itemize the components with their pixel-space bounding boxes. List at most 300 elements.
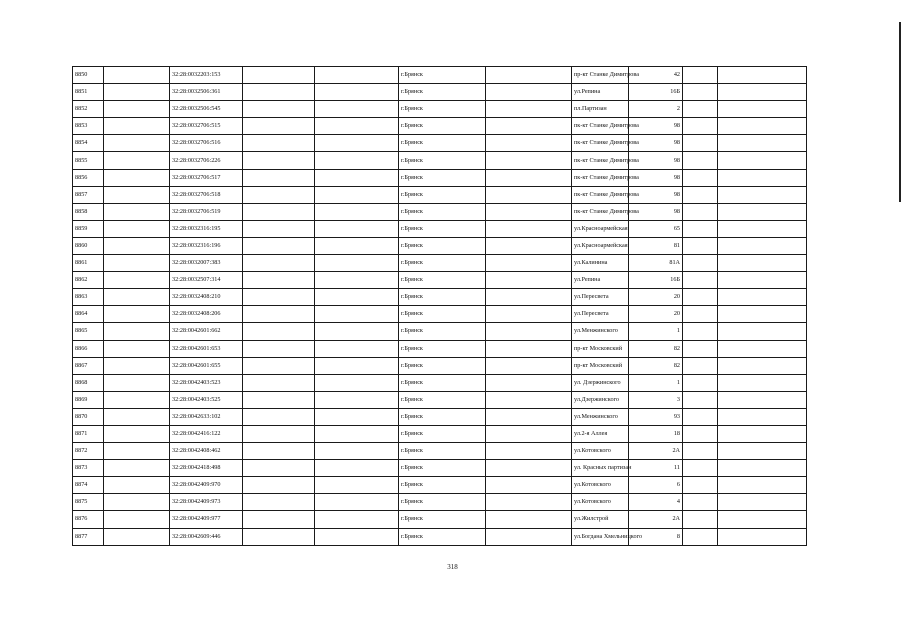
empty-cell <box>718 237 807 254</box>
house-number-cell: 82 <box>629 340 683 357</box>
empty-cell <box>104 101 170 118</box>
street-cell: ул.Пересвета <box>572 306 629 323</box>
empty-cell <box>683 477 718 494</box>
empty-cell <box>315 391 399 408</box>
city-cell: г.Брянск <box>399 494 486 511</box>
cadastral-number-cell: 32:28:0042633:102 <box>170 408 243 425</box>
empty-cell <box>243 203 315 220</box>
city-cell: г.Брянск <box>399 118 486 135</box>
empty-cell <box>486 357 572 374</box>
table-row <box>73 374 807 391</box>
cadastral-number-cell: 32:28:0032706:515 <box>170 118 243 135</box>
empty-cell <box>243 169 315 186</box>
empty-cell <box>243 237 315 254</box>
house-number-cell: 20 <box>629 306 683 323</box>
empty-cell <box>718 186 807 203</box>
empty-cell <box>243 152 315 169</box>
empty-cell <box>486 135 572 152</box>
empty-cell <box>683 272 718 289</box>
table-row <box>73 340 807 357</box>
empty-cell <box>486 340 572 357</box>
cadastral-number-cell: 32:28:0042409:977 <box>170 511 243 528</box>
empty-cell <box>243 408 315 425</box>
empty-cell <box>718 425 807 442</box>
house-number-cell: 98 <box>629 186 683 203</box>
table-row <box>73 443 807 460</box>
cadastral-number-cell: 32:28:0042409:973 <box>170 494 243 511</box>
street-cell: ул.Менжинского <box>572 323 629 340</box>
house-number-cell: 93 <box>629 408 683 425</box>
row-number-cell: 8859 <box>73 220 104 237</box>
empty-cell <box>718 289 807 306</box>
empty-cell <box>486 477 572 494</box>
cadastral-number-cell: 32:28:0032408:206 <box>170 306 243 323</box>
city-cell: г.Брянск <box>399 289 486 306</box>
row-number-cell: 8851 <box>73 84 104 101</box>
empty-cell <box>104 152 170 169</box>
row-number-cell: 8850 <box>73 67 104 84</box>
empty-cell <box>486 237 572 254</box>
city-cell: г.Брянск <box>399 203 486 220</box>
street-cell: ул.Пересвета <box>572 289 629 306</box>
city-cell: г.Брянск <box>399 169 486 186</box>
street-cell: пк-кт Станке Димитрова <box>572 135 629 152</box>
row-number-cell: 8875 <box>73 494 104 511</box>
empty-cell <box>243 118 315 135</box>
empty-cell <box>104 494 170 511</box>
street-cell: ул.2-я Аллея <box>572 425 629 442</box>
empty-cell <box>104 255 170 272</box>
empty-cell <box>104 169 170 186</box>
empty-cell <box>486 67 572 84</box>
empty-cell <box>486 203 572 220</box>
empty-cell <box>718 391 807 408</box>
city-cell: г.Брянск <box>399 408 486 425</box>
table-row <box>73 203 807 220</box>
house-number-cell: 4 <box>629 494 683 511</box>
empty-cell <box>718 169 807 186</box>
empty-cell <box>683 169 718 186</box>
empty-cell <box>683 528 718 545</box>
empty-cell <box>243 357 315 374</box>
house-number-cell: 8 <box>629 528 683 545</box>
empty-cell <box>104 67 170 84</box>
table-row <box>73 135 807 152</box>
empty-cell <box>104 340 170 357</box>
cadastral-number-cell: 32:28:0032506:361 <box>170 84 243 101</box>
empty-cell <box>104 84 170 101</box>
row-number-cell: 8873 <box>73 460 104 477</box>
city-cell: г.Брянск <box>399 477 486 494</box>
empty-cell <box>683 443 718 460</box>
row-number-cell: 8861 <box>73 255 104 272</box>
cadastral-number-cell: 32:28:0032203:153 <box>170 67 243 84</box>
table-row <box>73 237 807 254</box>
city-cell: г.Брянск <box>399 255 486 272</box>
house-number-cell: 65 <box>629 220 683 237</box>
empty-cell <box>718 84 807 101</box>
street-cell: ул.Красноармейская <box>572 237 629 254</box>
empty-cell <box>243 511 315 528</box>
empty-cell <box>315 67 399 84</box>
city-cell: г.Брянск <box>399 511 486 528</box>
street-cell: ул.Красноармейская <box>572 220 629 237</box>
empty-cell <box>243 391 315 408</box>
empty-cell <box>718 460 807 477</box>
row-number-cell: 8853 <box>73 118 104 135</box>
empty-cell <box>243 443 315 460</box>
street-cell: пр-кт Станке Димитрова <box>572 67 629 84</box>
row-number-cell: 8877 <box>73 528 104 545</box>
empty-cell <box>315 152 399 169</box>
empty-cell <box>104 477 170 494</box>
empty-cell <box>315 203 399 220</box>
cadastral-number-cell: 32:28:0032007:383 <box>170 255 243 272</box>
empty-cell <box>104 374 170 391</box>
cadastral-number-cell: 32:28:0042601:662 <box>170 323 243 340</box>
city-cell: г.Брянск <box>399 101 486 118</box>
empty-cell <box>104 186 170 203</box>
cadastral-number-cell: 32:28:0042409:970 <box>170 477 243 494</box>
house-number-cell: 20 <box>629 289 683 306</box>
table-row <box>73 511 807 528</box>
empty-cell <box>243 101 315 118</box>
table-row <box>73 357 807 374</box>
street-cell: пк-кт Станке Димитрова <box>572 169 629 186</box>
empty-cell <box>315 306 399 323</box>
empty-cell <box>683 220 718 237</box>
street-cell: ул.Менжинского <box>572 408 629 425</box>
empty-cell <box>718 255 807 272</box>
empty-cell <box>243 289 315 306</box>
empty-cell <box>104 391 170 408</box>
cadastral-number-cell: 32:28:0042601:655 <box>170 357 243 374</box>
empty-cell <box>243 460 315 477</box>
cadastral-number-cell: 32:28:0032506:545 <box>170 101 243 118</box>
empty-cell <box>486 289 572 306</box>
empty-cell <box>104 237 170 254</box>
row-number-cell: 8852 <box>73 101 104 118</box>
house-number-cell: 98 <box>629 135 683 152</box>
city-cell: г.Брянск <box>399 152 486 169</box>
table-row <box>73 152 807 169</box>
empty-cell <box>104 272 170 289</box>
empty-cell <box>104 220 170 237</box>
row-number-cell: 8872 <box>73 443 104 460</box>
cadastral-number-cell: 32:28:0032706:516 <box>170 135 243 152</box>
table-row <box>73 186 807 203</box>
row-number-cell: 8862 <box>73 272 104 289</box>
empty-cell <box>315 494 399 511</box>
table-row <box>73 169 807 186</box>
row-number-cell: 8869 <box>73 391 104 408</box>
empty-cell <box>683 118 718 135</box>
empty-cell <box>486 425 572 442</box>
street-cell: ул.Репина <box>572 272 629 289</box>
row-number-cell: 8866 <box>73 340 104 357</box>
empty-cell <box>243 477 315 494</box>
table-row <box>73 101 807 118</box>
house-number-cell: 82 <box>629 357 683 374</box>
street-cell: ул.Репина <box>572 84 629 101</box>
empty-cell <box>315 186 399 203</box>
street-cell: ул.Калинина <box>572 255 629 272</box>
cadastral-number-cell: 32:28:0032706:519 <box>170 203 243 220</box>
house-number-cell: 81А <box>629 255 683 272</box>
street-cell: ул. Дзержинского <box>572 374 629 391</box>
empty-cell <box>718 152 807 169</box>
cadastral-number-cell: 32:28:0042403:525 <box>170 391 243 408</box>
street-cell: пк-кт Станке Димитрова <box>572 203 629 220</box>
table-row <box>73 494 807 511</box>
empty-cell <box>315 169 399 186</box>
table-row <box>73 425 807 442</box>
empty-cell <box>315 255 399 272</box>
empty-cell <box>104 135 170 152</box>
empty-cell <box>683 67 718 84</box>
empty-cell <box>486 494 572 511</box>
empty-cell <box>718 67 807 84</box>
empty-cell <box>683 152 718 169</box>
empty-cell <box>683 374 718 391</box>
row-number-cell: 8867 <box>73 357 104 374</box>
empty-cell <box>104 460 170 477</box>
empty-cell <box>718 357 807 374</box>
row-number-cell: 8854 <box>73 135 104 152</box>
empty-cell <box>315 340 399 357</box>
row-number-cell: 8870 <box>73 408 104 425</box>
house-number-cell: 98 <box>629 152 683 169</box>
house-number-cell: 1 <box>629 374 683 391</box>
empty-cell <box>315 460 399 477</box>
table-row <box>73 408 807 425</box>
empty-cell <box>243 220 315 237</box>
cadastral-number-cell: 32:28:0032706:518 <box>170 186 243 203</box>
empty-cell <box>683 511 718 528</box>
empty-cell <box>243 323 315 340</box>
empty-cell <box>315 84 399 101</box>
empty-cell <box>104 289 170 306</box>
city-cell: г.Брянск <box>399 425 486 442</box>
street-cell: ул.Богдана Хмельницкого <box>572 528 629 545</box>
table-row <box>73 272 807 289</box>
empty-cell <box>718 374 807 391</box>
empty-cell <box>104 203 170 220</box>
empty-cell <box>718 101 807 118</box>
row-number-cell: 8868 <box>73 374 104 391</box>
empty-cell <box>315 511 399 528</box>
street-cell: пр-кт Московский <box>572 340 629 357</box>
empty-cell <box>315 528 399 545</box>
empty-cell <box>315 237 399 254</box>
empty-cell <box>718 118 807 135</box>
empty-cell <box>486 374 572 391</box>
empty-cell <box>243 272 315 289</box>
city-cell: г.Брянск <box>399 374 486 391</box>
empty-cell <box>486 255 572 272</box>
empty-cell <box>243 340 315 357</box>
cadastral-number-cell: 32:28:0032706:226 <box>170 152 243 169</box>
empty-cell <box>315 443 399 460</box>
empty-cell <box>683 306 718 323</box>
cadastral-number-cell: 32:28:0042403:523 <box>170 374 243 391</box>
empty-cell <box>104 408 170 425</box>
row-number-cell: 8855 <box>73 152 104 169</box>
empty-cell <box>718 323 807 340</box>
house-number-cell: 42 <box>629 67 683 84</box>
house-number-cell: 98 <box>629 169 683 186</box>
empty-cell <box>315 374 399 391</box>
empty-cell <box>683 203 718 220</box>
empty-cell <box>718 477 807 494</box>
house-number-cell: 1 <box>629 323 683 340</box>
city-cell: г.Брянск <box>399 306 486 323</box>
empty-cell <box>315 101 399 118</box>
empty-cell <box>243 186 315 203</box>
row-number-cell: 8865 <box>73 323 104 340</box>
empty-cell <box>718 511 807 528</box>
table-row <box>73 460 807 477</box>
empty-cell <box>104 118 170 135</box>
empty-cell <box>315 477 399 494</box>
empty-cell <box>718 135 807 152</box>
empty-cell <box>486 306 572 323</box>
empty-cell <box>104 425 170 442</box>
table-row <box>73 528 807 545</box>
row-number-cell: 8860 <box>73 237 104 254</box>
row-number-cell: 8874 <box>73 477 104 494</box>
empty-cell <box>486 528 572 545</box>
house-number-cell: 81 <box>629 237 683 254</box>
city-cell: г.Брянск <box>399 67 486 84</box>
house-number-cell: 6 <box>629 477 683 494</box>
row-number-cell: 8857 <box>73 186 104 203</box>
table-row <box>73 391 807 408</box>
empty-cell <box>243 67 315 84</box>
empty-cell <box>315 118 399 135</box>
empty-cell <box>486 511 572 528</box>
city-cell: г.Брянск <box>399 340 486 357</box>
empty-cell <box>243 255 315 272</box>
street-cell: ул.Дзержинского <box>572 391 629 408</box>
house-number-cell: 98 <box>629 118 683 135</box>
empty-cell <box>683 357 718 374</box>
city-cell: г.Брянск <box>399 135 486 152</box>
street-cell: пр-кт Московский <box>572 357 629 374</box>
empty-cell <box>486 186 572 203</box>
empty-cell <box>718 203 807 220</box>
empty-cell <box>243 528 315 545</box>
empty-cell <box>104 443 170 460</box>
empty-cell <box>486 118 572 135</box>
cadastral-number-cell: 32:28:0042418:498 <box>170 460 243 477</box>
row-number-cell: 8876 <box>73 511 104 528</box>
empty-cell <box>718 408 807 425</box>
table-row <box>73 477 807 494</box>
city-cell: г.Брянск <box>399 323 486 340</box>
empty-cell <box>683 340 718 357</box>
empty-cell <box>718 272 807 289</box>
street-cell: ул.Котовского <box>572 494 629 511</box>
cadastral-number-cell: 32:28:0032316:195 <box>170 220 243 237</box>
empty-cell <box>104 528 170 545</box>
empty-cell <box>104 323 170 340</box>
street-cell: пл.Партизан <box>572 101 629 118</box>
city-cell: г.Брянск <box>399 186 486 203</box>
empty-cell <box>243 135 315 152</box>
city-cell: г.Брянск <box>399 357 486 374</box>
empty-cell <box>104 306 170 323</box>
empty-cell <box>243 494 315 511</box>
row-number-cell: 8858 <box>73 203 104 220</box>
empty-cell <box>315 289 399 306</box>
empty-cell <box>486 84 572 101</box>
street-cell: пк-кт Станке Димитрова <box>572 186 629 203</box>
registry-table <box>72 66 807 546</box>
cadastral-number-cell: 32:28:0032706:517 <box>170 169 243 186</box>
empty-cell <box>315 425 399 442</box>
empty-cell <box>243 306 315 323</box>
table-row <box>73 220 807 237</box>
street-cell: пк-кт Станке Димитрова <box>572 152 629 169</box>
empty-cell <box>243 425 315 442</box>
cadastral-number-cell: 32:28:0042416:122 <box>170 425 243 442</box>
empty-cell <box>683 323 718 340</box>
street-cell: ул. Красных партизан <box>572 460 629 477</box>
house-number-cell: 18 <box>629 425 683 442</box>
house-number-cell: 16Б <box>629 84 683 101</box>
empty-cell <box>243 374 315 391</box>
empty-cell <box>683 237 718 254</box>
city-cell: г.Брянск <box>399 237 486 254</box>
row-number-cell: 8871 <box>73 425 104 442</box>
empty-cell <box>486 408 572 425</box>
empty-cell <box>683 460 718 477</box>
house-number-cell: 2 <box>629 101 683 118</box>
empty-cell <box>486 443 572 460</box>
cadastral-number-cell: 32:28:0032316:196 <box>170 237 243 254</box>
empty-cell <box>315 135 399 152</box>
empty-cell <box>718 443 807 460</box>
street-cell: ул.Котовского <box>572 443 629 460</box>
empty-cell <box>486 391 572 408</box>
empty-cell <box>486 101 572 118</box>
page-edge-line <box>899 22 901 202</box>
empty-cell <box>486 460 572 477</box>
empty-cell <box>683 408 718 425</box>
table-row <box>73 118 807 135</box>
house-number-cell: 2А <box>629 511 683 528</box>
table-row <box>73 84 807 101</box>
row-number-cell: 8864 <box>73 306 104 323</box>
empty-cell <box>683 391 718 408</box>
table-row <box>73 306 807 323</box>
empty-cell <box>486 152 572 169</box>
empty-cell <box>683 101 718 118</box>
table-row <box>73 255 807 272</box>
street-cell: ул.Котовского <box>572 477 629 494</box>
house-number-cell: 11 <box>629 460 683 477</box>
cadastral-number-cell: 32:28:0032408:210 <box>170 289 243 306</box>
row-number-cell: 8863 <box>73 289 104 306</box>
cadastral-number-cell: 32:28:0042609:446 <box>170 528 243 545</box>
empty-cell <box>104 511 170 528</box>
table-row <box>73 289 807 306</box>
city-cell: г.Брянск <box>399 84 486 101</box>
city-cell: г.Брянск <box>399 272 486 289</box>
house-number-cell: 16Б <box>629 272 683 289</box>
empty-cell <box>718 340 807 357</box>
